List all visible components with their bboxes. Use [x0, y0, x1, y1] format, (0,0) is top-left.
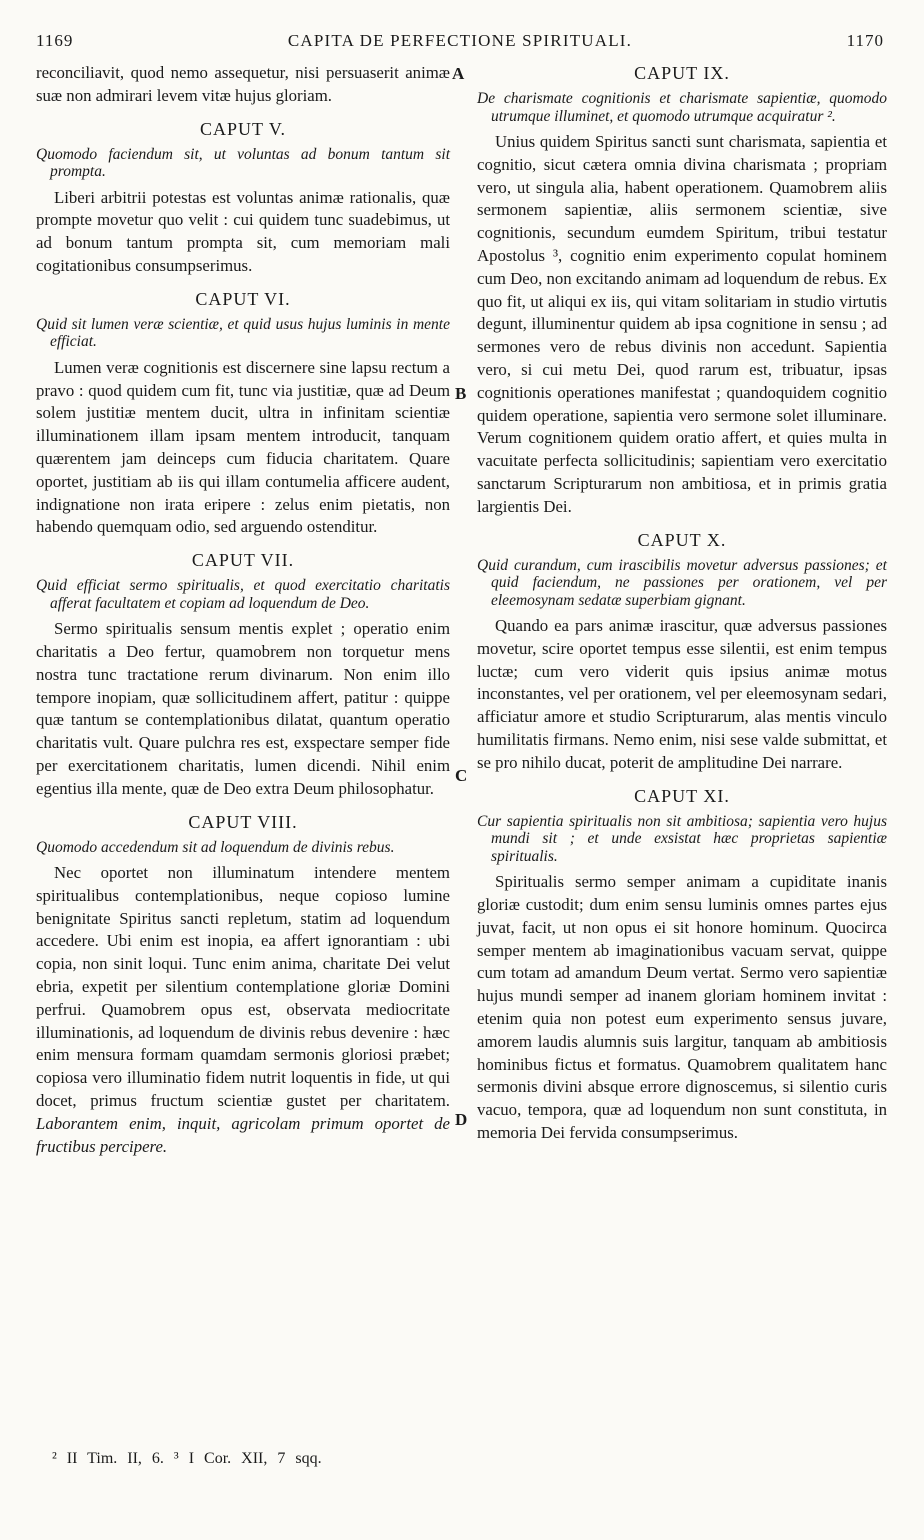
- right-page-number: 1170: [846, 31, 884, 50]
- chapter-heading: CAPUT VII.: [191, 550, 295, 571]
- intro-paragraph: reconciliavit, quod nemo assequetur, nisi persuaserit animæ suæ non admirari levem vitæ hujus gloriam.: [36, 63, 450, 105]
- chapter-text: Liberi arbitrii potestas est voluntas animæ rationalis, quæ prompte movetur quo velit : cui quidem tunc suadebimus, ut ad bonum tantum prompta sit, cum memoriam mali cogitationibus consumpserimus.: [36, 187, 450, 275]
- chapter-text: Sermo spiritualis sensum mentis explet ; operatio enim charitatis a Deo fertur, quamobrem non torquetur mens nostra tunc tractatione rerum divinarum. Non enim illo tempore inopiam, quæ sollicitudinem affert, patitur : quippe quæ tantum se contemplationibus dilatat, quantum operatio charitatis vult. Quare pulchra res est, exspectare semper fide per exercitationem charitatis, lumen dicendi. Nihil enim egentius illa mente, quæ de Deo extra Deum philosophatur.: [36, 619, 450, 798]
- right-column: [477, 62, 887, 1145]
- chapter-heading: CAPUT IX.: [634, 63, 730, 83]
- chapter-heading: CAPUT VIII.: [188, 811, 298, 832]
- chapter-rubric: Quid curandum, cum irascibilis movetur adversus passiones; et quid faciendum, ne passiones per orationem, vel per eleemosynam sedatæ superbiam gignant.: [477, 556, 887, 609]
- chapter-rubric: Quomodo faciendum sit, ut voluntas ad bonum tantum sit prompta.: [36, 145, 450, 181]
- chapter-text-body: Nec oportet non illuminatum intendere mentem spiritualibus contemplationibus, neque copioso lumine benignitate Spiritus sancti repletum, statim ad loquendum accedere. Ubi enim est inopia, ea affert ignorantiam : ubi copia, non sinit loqui. Tunc enim anima, charitate Dei velut ebria, expetit per silentium contemplatione gloriæ Domini perfrui. Quamobrem opus est, observata mediocritate illuminationis, ad loquendum de divinis rebus devenire : hæc enim mensura formam quamdam sermonis gloriosi præbet; copiosa vero illuminatio fidem nutrit loquentis in fide, ut qui docet, primus fructum scientiæ gustet per charitatem.: [36, 863, 450, 1110]
- chapter-rubric: Quid efficiat sermo spiritualis, et quod exercitatio charitatis afferat facultatem et copiam ad loquendum de Deo.: [36, 577, 450, 612]
- margin-letter-d: D: [455, 1110, 468, 1129]
- chapter-rubric: De charismate cognitionis et charismate sapientiæ, quomodo utrumque illuminet, et quomodo utrumque acquiratur ².: [477, 90, 887, 125]
- chapter-heading: CAPUT X.: [637, 529, 727, 550]
- running-title: CAPITA DE PERFECTIONE SPIRITUALI.: [287, 31, 633, 50]
- chapter-heading: CAPUT VI.: [195, 288, 291, 309]
- chapter-heading: CAPUT V.: [199, 118, 287, 139]
- chapter-text: Unius quidem Spiritus sancti sunt charismata, sapientia et cognitio, sicut cætera omnia divina charismata ; propriam vero, ut singula alia, habent operationem. Quamobrem aliis sermonem sapientiæ, aliis sermonem scientiæ, sive cognitionis, secundum eumdem Spiritum, tribui testatur Apostolus ³, cognitio enim experimento copulat hominem cum Deo, non excitando animam ad loquendum de rebus. Ex quo fit, ut aliqui ex iis, qui vitam solitariam in studio virtutis degunt, illuminentur quidem ab ipsa cognitione in sensu ; ad sermones vero de rebus divinis non accedunt. Sapientia vero, si cui metu Dei, quod rarum est, tribuatur, ipsas cognitionis operationes manifestat ; quandoquidem cognitio quidem operatione, sapientia vero sermone solet illuminare. Verum cognitionem quidem oratio affert, et quies multa in vacuitate perfecta sollicitudinis; sapientiam vero exercitatio sanctarum Scripturarum non ambitiosa, et in primis gratia largientis Dei.: [477, 132, 887, 516]
- chapter-rubric: Cur sapientia spiritualis non sit ambitiosa; sapientia vero hujus mundi sit ; et unde exsistat hæc proprietas sapientiæ spiritualis.: [477, 812, 887, 865]
- margin-letter-c: C: [455, 766, 468, 785]
- margin-letter-b: B: [455, 384, 467, 403]
- chapter-rubric: Quid sit lumen veræ scientiæ, et quid usus hujus luminis in mente efficiat.: [36, 315, 450, 351]
- left-page-number: 1169: [36, 31, 74, 50]
- chapter-text: [36, 862, 450, 1158]
- margin-letter-a: A: [452, 64, 465, 83]
- chapter-text: Lumen veræ cognitionis est discernere sine lapsu rectum a pravo : quod quidem cum fit, tunc via justitiæ, quæ ad Deum solem justitiæ mentem ducit, ultra in infinitam scientiæ illuminationem illam ipsam mentem introducit, tanquam quærentem jam deinceps cum fiducia charitatem. Quare oportet, justitiam ab iis qui illam contumelia afficere audent, indignatione non irata eripere : zelus enim pietatis, non habendo quemquam odio, sed arguendo ostenditur.: [36, 357, 450, 537]
- chapter-heading: CAPUT XI.: [634, 785, 730, 806]
- chapter-rubric: Quomodo accedendum sit ad loquendum de divinis rebus.: [36, 838, 395, 856]
- scripture-quote: Laborantem enim, inquit, agricolam primum oportet de fructibus percipere.: [36, 1113, 450, 1156]
- page-header: [36, 30, 884, 52]
- left-column: [36, 62, 450, 1158]
- footnotes: ² II Tim. II, 6. ³ I Cor. XII, 7 sqq.: [52, 1450, 322, 1467]
- chapter-text: Spiritualis sermo semper animam a cupiditate inanis gloriæ custodit; dum enim sensu luminis omnes partes ejus juvat, facit, ut non opus ei sit honore hominum. Quocirca semper mentem ab imaginationibus vacuam servat, quippe cum totam ad amandum Deum vertat. Sermo vero sapientiæ hujus mundi semper ad inanem gloriam hominem invitat : etenim quia non potest eum experimento sensus juvare, amorem laudis alumnis suis largitur, tanquam ab ambitiosis hominibus fictus et formatus. Quamobrem qualitatem hanc sermonis divini absque errore dignoscemus, si silentio curis vacuo, tempora, quæ ad loquendum non sunt constituta, in memoria Dei fervida consumpserimus.: [477, 872, 887, 1142]
- chapter-text: Quando ea pars animæ irascitur, quæ adversus passiones movetur, scire oportet tempus esse silentii, est enim tempus luctæ; cum vero viderit quis ipsius animæ motus inconstantes, vel per orationem, vel per eleemosynam sedari, afficiatur amore et studio Scripturarum, alas mentis vinculo humilitatis firmans. Nemo enim, nisi sese valde submittat, et se pro nihilo ducat, poterit de amplitudine Dei narrare.: [477, 616, 887, 772]
